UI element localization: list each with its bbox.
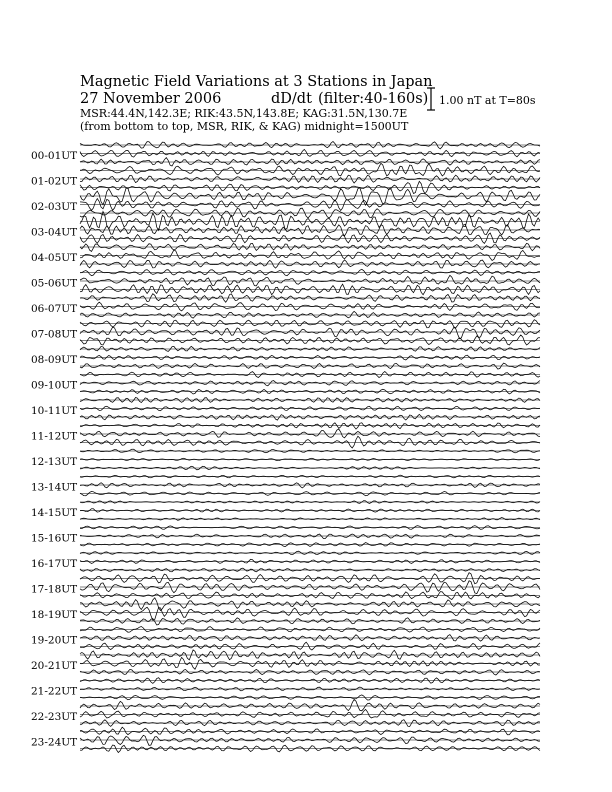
trace-msr bbox=[80, 642, 540, 650]
trace-rik bbox=[80, 429, 540, 438]
trace-msr bbox=[80, 363, 540, 369]
trace-kag bbox=[80, 526, 540, 530]
row-label: 14-15UT bbox=[31, 507, 78, 519]
row-label: 03-04UT bbox=[31, 226, 78, 239]
trace-kag bbox=[80, 700, 540, 711]
plot-area bbox=[31, 142, 540, 753]
row-label: 07-08UT bbox=[31, 328, 78, 341]
row-label: 01-02UT bbox=[31, 175, 78, 188]
row-label: 21-22UT bbox=[31, 685, 78, 698]
filter-label: (filter:40-160s) bbox=[318, 91, 429, 107]
date-label: 27 November 2006 bbox=[80, 91, 222, 107]
row-label: 11-12UT bbox=[31, 430, 78, 443]
row-label: 04-05UT bbox=[31, 252, 78, 264]
row-label: 23-24UT bbox=[31, 736, 78, 749]
trace-kag bbox=[80, 320, 540, 328]
trace-rik bbox=[80, 327, 540, 339]
row-label: 22-23UT bbox=[31, 711, 78, 723]
quantity-label: dD/dt bbox=[271, 91, 312, 107]
trace-rik bbox=[80, 735, 540, 745]
trace-kag bbox=[80, 188, 540, 206]
row-label: 20-21UT bbox=[31, 660, 78, 672]
trace-kag bbox=[80, 727, 540, 735]
trace-kag bbox=[80, 423, 540, 429]
trace-msr bbox=[80, 335, 540, 345]
trace-rik bbox=[80, 509, 540, 512]
row-label: 15-16UT bbox=[31, 532, 78, 545]
row-label: 18-19UT bbox=[31, 609, 78, 621]
order-note: (from bottom to top, MSR, RIK, & KAG) midnight=1500UT bbox=[80, 120, 409, 133]
row-label: 09-10UT bbox=[31, 379, 78, 392]
row-label: 00-01UT bbox=[31, 150, 78, 162]
trace-kag bbox=[80, 212, 540, 231]
figure-title: Magnetic Field Variations at 3 Stations in Japan bbox=[80, 74, 433, 90]
row-label: 12-13UT bbox=[31, 456, 78, 468]
row-label: 16-17UT bbox=[31, 558, 78, 570]
row-label: 13-14UT bbox=[31, 481, 78, 494]
trace-msr bbox=[80, 618, 540, 625]
trace-kag bbox=[80, 501, 540, 504]
row-label: 06-07UT bbox=[31, 303, 78, 315]
trace-rik bbox=[80, 483, 540, 488]
row-label: 05-06UT bbox=[31, 277, 78, 290]
row-label: 17-18UT bbox=[31, 583, 78, 596]
scale-label: 1.00 nT at T=80s bbox=[439, 94, 536, 107]
row-label: 19-20UT bbox=[31, 634, 78, 647]
trace-rik bbox=[80, 709, 540, 718]
trace-rik bbox=[80, 275, 540, 286]
trace-msr bbox=[80, 436, 540, 448]
row-label: 08-09UT bbox=[31, 354, 78, 366]
trace-kag bbox=[80, 243, 540, 251]
row-label: 10-11UT bbox=[31, 405, 78, 417]
row-label: 02-03UT bbox=[31, 201, 78, 213]
trace-kag bbox=[80, 163, 540, 176]
stations-label: MSR:44.4N,142.3E; RIK:43.5N,143.8E; KAG:31.5N,130.7E bbox=[80, 107, 408, 120]
trace-rik bbox=[80, 250, 540, 261]
trace-rik bbox=[80, 607, 540, 620]
